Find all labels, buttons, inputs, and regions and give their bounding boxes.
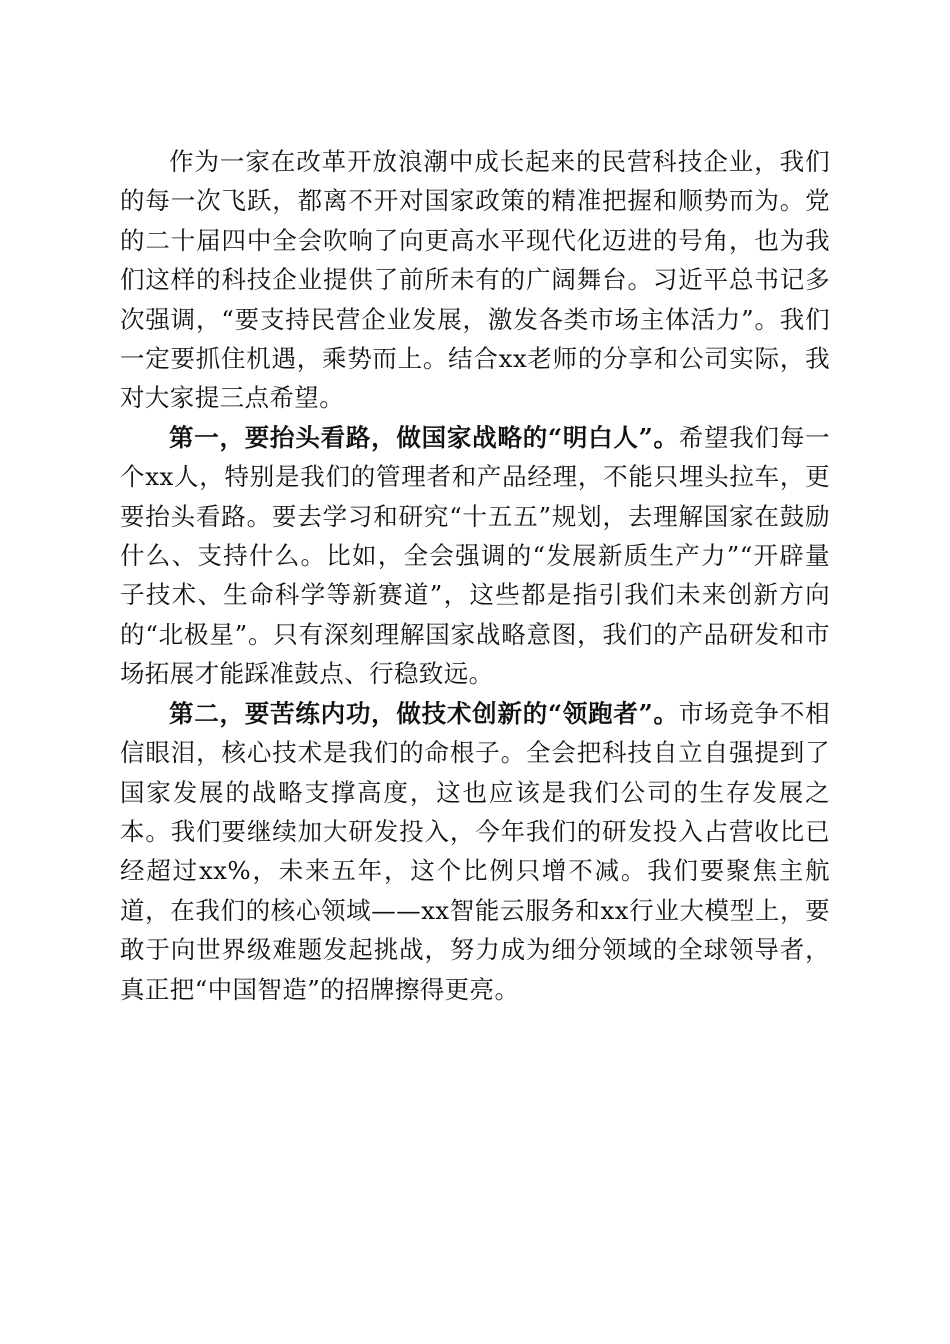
paragraph-text: 市场竞争不相信眼泪，核心技术是我们的命根子。全会把科技自立自强提到了国家发展的战略支撑高度，这也应该是我们公司的生存发展之本。我们要继续加大研发投入，今年我们的研发投入占营收比已经超过xx%，未来五年，这个比例只增不减。我们要聚焦主航道，在我们的核心领域——xx智能云服务和xx行业大模型上，要敢于向世界级难题发起挑战，努力成为细分领域的全球领导者，真正把“中国智造”的招牌擦得更亮。 — [120, 698, 830, 1004]
paragraph-text: 希望我们每一个xx人，特别是我们的管理者和产品经理，不能只埋头拉车，更要抬头看路。要去学习和研究“十五五”规划，去理解国家在鼓励什么、支持什么。比如，全会强调的“发展新质生产力”“开辟量子技术、生命科学等新赛道”，这些都是指引我们未来创新方向的“北极星”。只有深刻理解国家战略意图，我们的产品研发和市场拓展才能踩准鼓点、行稳致远。 — [120, 422, 830, 689]
paragraph-intro — [120, 142, 830, 418]
paragraph-point-one — [120, 418, 830, 694]
document-body — [120, 142, 830, 1009]
paragraph-point-two — [120, 694, 830, 1009]
paragraph-text: 作为一家在改革开放浪潮中成长起来的民营科技企业，我们的每一次飞跃，都离不开对国家政策的精准把握和顺势而为。党的二十届四中全会吹响了向更高水平现代化迈进的号角，也为我们这样的科技企业提供了前所未有的广阔舞台。习近平总书记多次强调，“要支持民营企业发展，激发各类市场主体活力”。我们一定要抓住机遇，乘势而上。结合xx老师的分享和公司实际，我对大家提三点希望。 — [120, 147, 830, 413]
paragraph-lead: 第一，要抬头看路，做国家战略的“明白人”。 — [169, 422, 679, 452]
paragraph-lead: 第二，要苦练内功，做技术创新的“领跑者”。 — [169, 698, 679, 728]
